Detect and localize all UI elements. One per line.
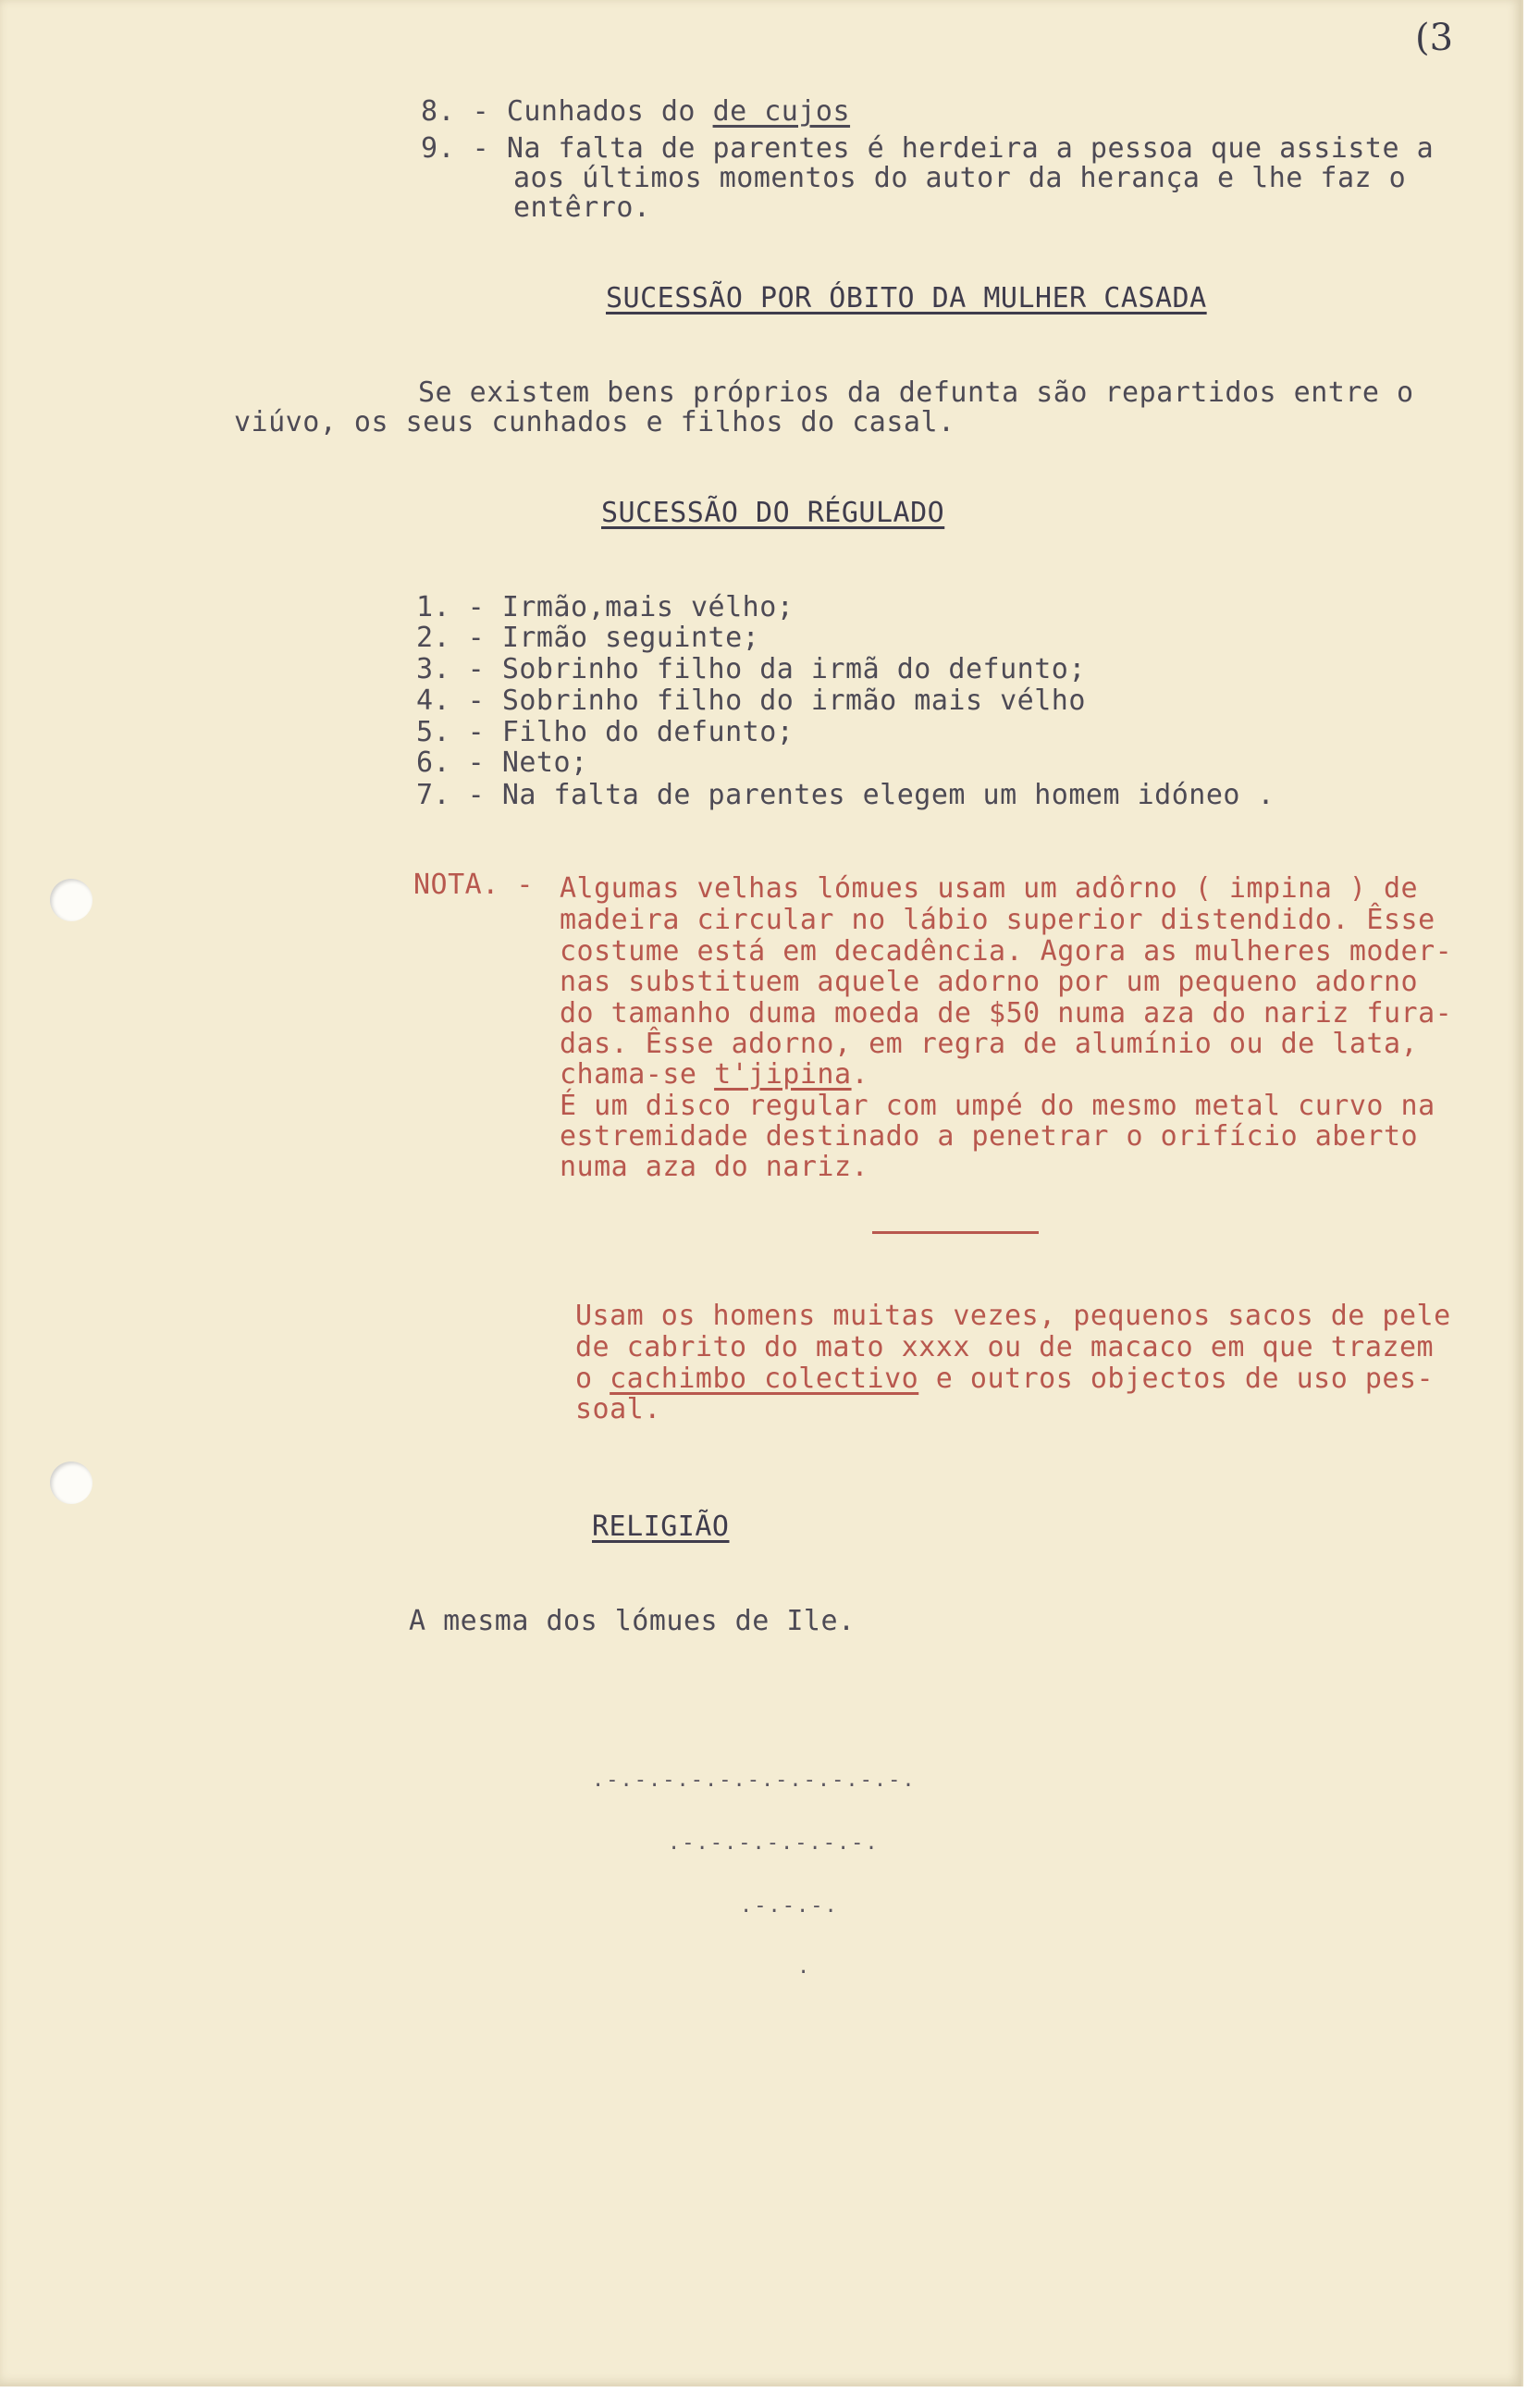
- nota-line: É um disco regular com umpé do mesmo metal curvo na: [560, 1090, 1435, 1122]
- page-number: (3: [1415, 17, 1454, 59]
- religion-text: A mesma dos lómues de Ile.: [409, 1605, 856, 1637]
- nota-line: costume está em decadência. Agora as mulheres moder-: [560, 935, 1453, 968]
- nota-label: NOTA. -: [413, 869, 534, 901]
- list-item: 5. - Filho do defunto;: [416, 716, 795, 748]
- paragraph-line: viúvo, os seus cunhados e filhos do casal.: [234, 406, 955, 438]
- list-item: 3. - Sobrinho filho da irmã do defunto;: [416, 653, 1086, 685]
- list-number: 9.: [421, 132, 456, 165]
- nota-line: madeira circular no lábio superior distendido. Êsse: [560, 904, 1435, 936]
- list-item-9-line-2: aos últimos momentos do autor da herança e lhe faz o: [513, 162, 1407, 194]
- section-heading-religion: RELIGIÃO: [592, 1511, 730, 1543]
- term-cachimbo: cachimbo colectivo: [610, 1363, 919, 1395]
- list-item-9: 9. - Na falta de parentes é herdeira a pessoa que assiste a: [421, 132, 1435, 165]
- end-mark-line-1: .-.-.-.-.-.-.-.-.-.-.-.: [592, 1769, 917, 1792]
- list-item: 1. - Irmão,mais vélho;: [416, 591, 795, 623]
- nota-line: das. Êsse adorno, em regra de alumínio ou de lata,: [560, 1028, 1419, 1060]
- section-heading-wife: SUCESSÃO POR ÓBITO DA MULHER CASADA: [606, 282, 1207, 314]
- list-text-underlined: de cujos: [712, 95, 851, 128]
- paragraph-line: Se existem bens próprios da defunta são repartidos entre o: [418, 376, 1414, 409]
- end-mark-line-2: .-.-.-.-.-.-.-.: [668, 1832, 880, 1855]
- punch-hole-top: [50, 879, 92, 921]
- men-note-line-term: o cachimbo colectivo e outros objectos de uso pes-: [575, 1363, 1435, 1395]
- list-text-line: Na falta de parentes é herdeira a pessoa que assiste a: [506, 132, 1435, 165]
- men-note-line: Usam os homens muitas vezes, pequenos sacos de pele: [575, 1300, 1451, 1332]
- end-mark-line-4: .: [797, 1955, 812, 1979]
- punch-hole-bottom: [50, 1462, 92, 1504]
- nota-line: nas substituem aquele adorno por um pequeno adorno: [560, 966, 1419, 998]
- list-item-8: 8. - Cunhados do de cujos: [421, 95, 851, 128]
- list-number: 8.: [421, 95, 456, 128]
- list-item: 4. - Sobrinho filho do irmão mais vélho: [416, 684, 1086, 717]
- term-tjipina: t'jipina: [714, 1058, 852, 1091]
- list-item: 2. - Irmão seguinte;: [416, 622, 760, 654]
- men-note-line: soal.: [575, 1393, 661, 1425]
- nota-line: estremidade destinado a penetrar o orifício aberto: [560, 1120, 1419, 1153]
- list-text: Cunhados do: [506, 95, 713, 128]
- end-mark-line-3: .-.-.-.: [740, 1894, 839, 1918]
- nota-line-term: chama-se t'jipina.: [560, 1058, 869, 1091]
- list-item: 6. - Neto;: [416, 746, 588, 779]
- nota-line: numa aza do nariz.: [560, 1151, 869, 1183]
- nota-line: Algumas velhas lómues usam um adôrno ( impina ) de: [560, 872, 1419, 905]
- list-item: 7. - Na falta de parentes elegem um homem idóneo .: [416, 779, 1275, 811]
- section-heading-regulado: SUCESSÃO DO RÉGULADO: [601, 497, 945, 529]
- men-note-line: de cabrito do mato xxxx ou de macaco em que trazem: [575, 1331, 1435, 1363]
- list-item-9-line-3: entêrro.: [513, 191, 651, 224]
- nota-line: do tamanho duma moeda de $50 numa aza do nariz fura-: [560, 997, 1453, 1030]
- divider-line: [872, 1231, 1039, 1234]
